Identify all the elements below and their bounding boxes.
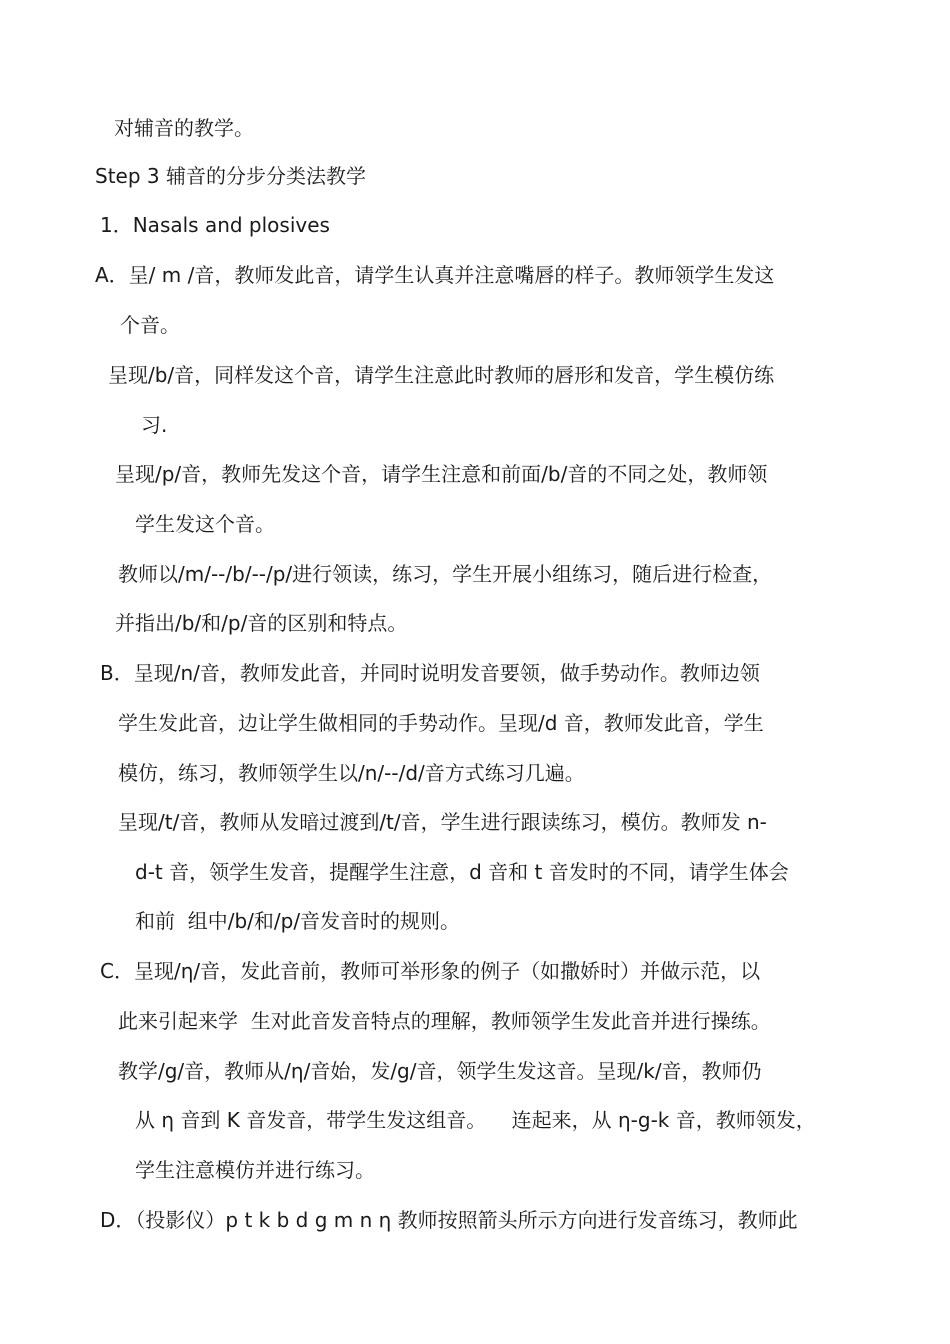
text-line: 呈现/p/音，教师先发这个音，请学生注意和前面/b/音的不同之处，教师领	[115, 462, 768, 486]
text-line: 呈现/t/音，教师从发暗过渡到/t/音，学生进行跟读练习，模仿。教师发 n-	[118, 810, 767, 834]
text-line: 学生注意模仿并进行练习。	[135, 1158, 375, 1182]
text-line: A．呈/ m /音，教师发此音，请学生认真并注意嘴唇的样子。教师领学生发这	[95, 263, 775, 287]
section-heading: Step 3 辅音的分步分类法教学	[95, 164, 366, 188]
text-line: 个音。	[120, 313, 180, 337]
text-line: 学生发此音，边让学生做相同的手势动作。呈现/d 音，教师发此音，学生	[118, 711, 764, 735]
text-line: 教学/g/音，教师从/η/音始，发/g/音，领学生发这音。呈现/k/音，教师仍	[118, 1059, 762, 1083]
text-line: 教师以/m/--/b/--/p/进行领读，练习，学生开展小组练习，随后进行检查，	[118, 562, 773, 586]
text-line: 模仿，练习，教师领学生以/n/--/d/音方式练习几遍。	[118, 761, 585, 785]
text-line: 和前 组中/b/和/p/音发音时的规则。	[135, 909, 461, 933]
text-line: d-t 音，领学生发音，提醒学生注意，d 音和 t 音发时的不同，请学生体会	[135, 860, 789, 884]
text-line: 学生发这个音。	[135, 512, 275, 536]
text-line: 并指出/b/和/p/音的区别和特点。	[115, 611, 408, 635]
subsection-heading: 1．Nasals and plosives	[100, 213, 330, 237]
text-line: 习.	[141, 413, 168, 437]
text-line: 从 η 音到 K 音发音，带学生发这组音。 连起来，从 η-g-k 音，教师领发，	[135, 1108, 816, 1132]
text-line: 此来引起来学 生对此音发音特点的理解，教师领学生发此音并进行操练。	[118, 1009, 771, 1033]
text-line: B．呈现/n/音，教师发此音，并同时说明发音要领，做手势动作。教师边领	[100, 661, 760, 685]
text-line: 对辅音的教学。	[114, 116, 254, 140]
text-line: D．（投影仪）p t k b d g m n η 教师按照箭头所示方向进行发音练习，教师此	[100, 1208, 798, 1232]
text-line: 呈现/b/音，同样发这个音，请学生注意此时教师的唇形和发音，学生模仿练	[108, 363, 775, 387]
text-line: C．呈现/η/音，发此音前，教师可举形象的例子（如撒娇时）并做示范，以	[100, 959, 761, 983]
